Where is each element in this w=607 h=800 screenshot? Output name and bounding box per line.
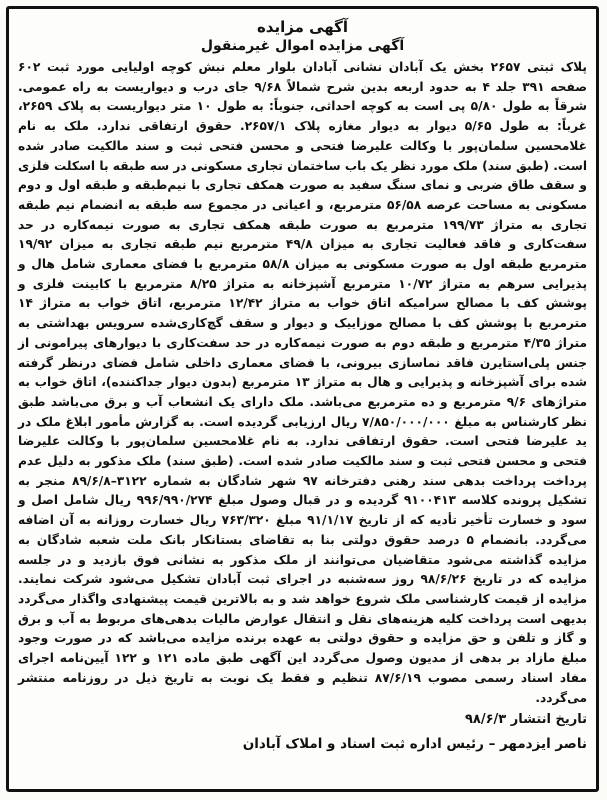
notice-title: آگهی مزایده: [256, 18, 349, 36]
notice-frame: [6, 6, 599, 792]
notice-body: پلاک ثبتی ۲۶۵۷ بخش یک آبادان نشانی آبادان بلوار معلم نبش کوچه اولیایی مورد ثبت ۶۰۲ صفحه ۳۹۱ جلد ۴ به حدود اربعه بدین شرح شمالاً ۹/۶۸ جای درب و دیواریست به راه عمومی. شرقاً به طول ۵/۸۰ پی است به کوچه احداثی، جنوباً: به طول ۱۰ متر دیواریست به پلاک ۲۶۵۹، غرباً: به طول ۵/۶۵ دیوار به دیوار مغازه پلاک ۲۶۵۷/۱. حقوق ارتفاقی ندارد. ملک به نام غلامحسین سلمان‌پور با وکالت علیرضا فتحی و محسن فتحی ثبت و سند مالکیت صادر شده است. (طبق سند) ملک مورد نظر یک باب ساختمان تجاری مسکونی در سه طبقه با اسکلت فلزی و سقف طاق ضربی و نمای سنگ سفید به صورت همکف تجاری با نیم‌طبقه و طبقه اول و دوم مسکونی به مساحت عرصه ۵۶/۵۸ مترمربع، و اعیانی در مجموع سه طبقه به انضمام نیم طبقه تجاری به متراژ ۱۹۹/۷۳ مترمربع به صورت طبقه همکف تجاری به صورت نیمه‌کاره در حد سفت‌کاری و فاقد فعالیت تجاری به میزان ۴۹/۸ مترمربع نیم طبقه تجاری به میزان ۱۹/۹۲ مترمربع طبقه اول به صورت مسکونی به میزان ۵۸/۸ مترمربع با فضای معماری شامل هال و پذیرایی سرهم به متراژ ۱۰/۷۲ مترمربع آشپزخانه به متراژ ۸/۲۵ مترمربع با کابینت فلزی و پوشش کف با مصالح سرامیکه اتاق خواب به متراژ ۱۲/۴۲ مترمربع، اتاق خواب به متراژ ۱۴ مترمربع با پوشش کف با مصالح موزاییک و دیوار و سقف گچ‌کاری‌شده سرویس بهداشتی به متراژ ۴/۳۵ مترمربع و طبقه دوم به صورت نیمه‌کاره در حد سفت‌کاری با دیوارهای پیرامونی از جنس پلی‌استایرن فاقد نماسازی بیرونی، با فضای معماری داخلی شامل فضای درنظر گرفته شده برای آشپزخانه و پذیرایی و هال به متراژ ۱۳ مترمربع (بدون دیوار جداکننده)، اتاق خواب به متراژهای ۹/۶ مترمربع و ده مترمربع می‌باشد. ملک دارای یک انشعاب آب و برق می‌باشد طبق نظر کارشناس به مبلغ ۷/۸۵۰/۰۰۰/۰۰۰ ریال ارزیابی گردیده است. به گزارش مأمور ابلاغ ملک در ید علیرضا فتحی است. حقوق ارتفاقی ندارد. به نام غلامحسین سلمان‌پور با وکالت علیرضا فتحی و محسن فتحی ثبت و سند مالکیت صادر شده است. (طبق سند) ملک مذکور به دلیل عدم پرداخت پرداخت بدهی سند رهنی دفترخانه ۹۷ شهر شادگان به شماره ۳۱۲۲–۸۹/۶/۸ منجر به تشکیل پرونده کلاسه ۹۱۰۰۴۱۳ گردیده و در قبال وصول مبلغ ۹۹۶/۹۹۰/۲۷۴ ریال شامل اصل و سود و خسارت تأخیر تأدیه که از تاریخ ۹۱/۱/۱۷ مبلغ ۷۶۳/۳۲۰ ریال خسارت روزانه به آن اضافه می‌گردد. بانضمام ۵ درصد حقوق دولتی بنا به تقاضای بستانکار بانک ملت شعبه شادگان به مزایده گذاشته می‌شود متقاضیان می‌توانند از ملک مذکور به نشانی فوق بازدید و در جلسه مزایده که در تاریخ ۹۸/۶/۲۶ روز سه‌شنبه در اجرای ثبت آبادان تشکیل می‌شود شرکت نمایند. مزایده از قیمت کارشناسی ملک شروع خواهد شد و به بالاترین قیمت پیشنهادی واگذار می‌گردد بدیهی است پرداخت کلیه هزینه‌های نقل و انتقال عوارض مالیات بدهی‌های مربوط به آب و برق و گاز و تلفن و حق مزایده و حقوق دولتی به عهده برنده مزایده می‌باشد که در صورت وجود مبلغ مازاد بر بدهی از مدیون وصول می‌گردد این آگهی طبق ماده ۱۲۱ و ۱۲۲ آیین‌نامه اجرای مفاد اسناد رسمی مصوب ۸۷/۶/۱۹ تنظیم و فقط یک نوبت به تاریخ ذیل در روزنامه منتشر می‌گردد.: [18, 60, 588, 705]
publish-date: تاریخ انتشار ۹۸/۶/۳: [464, 712, 587, 728]
notice-subtitle: آگهی مزایده اموال غیرمنقول: [200, 38, 405, 54]
signature-line: ناصر ایزدمهر – رئیس اداره ثبت اسناد و املاک آبادان: [242, 736, 587, 753]
notice-content: [18, 17, 587, 781]
